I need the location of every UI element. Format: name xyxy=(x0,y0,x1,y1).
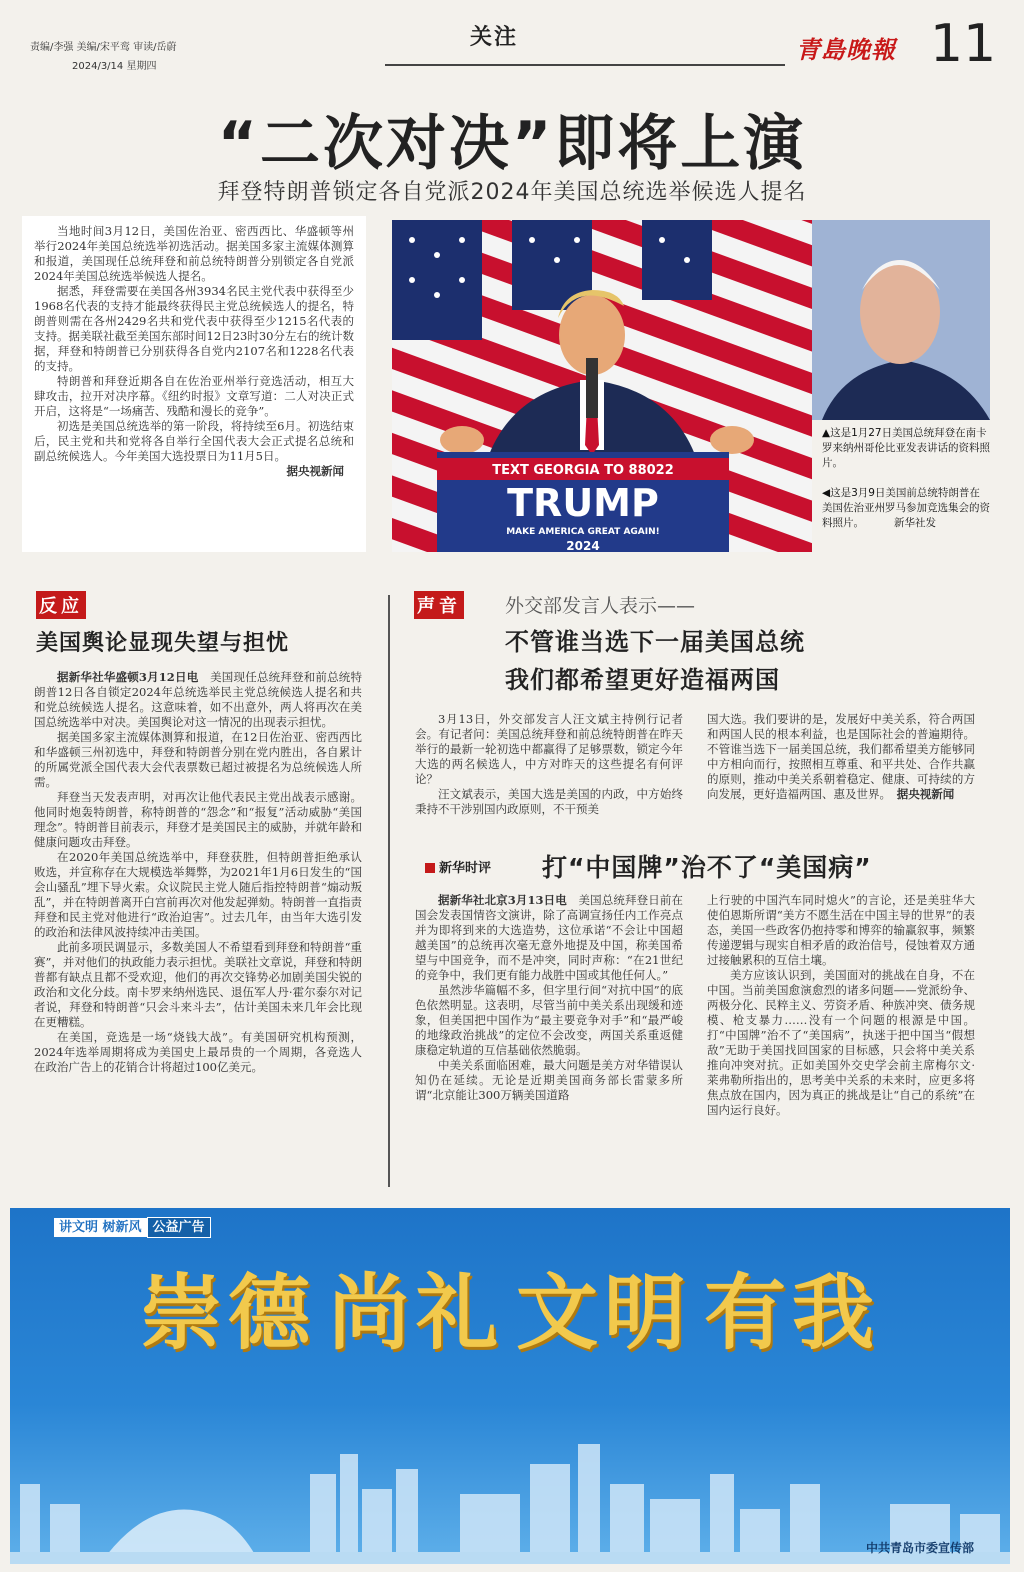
lead-source: 据央视新闻 xyxy=(286,464,344,478)
page-number: 11 xyxy=(930,14,997,74)
column-divider xyxy=(388,595,390,1187)
slogan-part: 有我 xyxy=(704,1265,881,1361)
paragraph-text: 美国总统拜登日前在国会发表国情咨文演讲，除了高调宣扬任内工作亮点并为即将到来的大选造势，这位承诺“不会让中国超越美国”的总统再次毫无意外地提及中国，称美国希望与中国竞争，而不是冲突，同时声称：“在21世纪的竞争中，我们更有能力战胜中国或其他任何人。” xyxy=(415,893,683,982)
ad-slogan xyxy=(10,1248,1010,1365)
editor-credits xyxy=(30,38,176,76)
reaction-headline: 美国舆论显现失望与担忧 xyxy=(36,631,290,656)
podium xyxy=(437,452,729,552)
article-paragraph: 据美国多家主流媒体测算和报道，在12日佐治亚、密西西比和华盛顿三州初选中，拜登和特朗普分别在党内胜出，各自累计的所属党派全国代表大会代表票数已超过被提名为总统候选人所需。 xyxy=(34,730,362,789)
photo-caption-trump xyxy=(822,486,990,531)
voice-column-1 xyxy=(415,712,683,817)
slogan-part: 文明 xyxy=(516,1265,693,1361)
dateline: 据新华社北京3月13日电 xyxy=(438,893,567,907)
reaction-tag-label: 反应 xyxy=(36,591,86,619)
article-paragraph: 拜登当天发表声明，对再次让他代表民主党出战表示感谢。他同时炮轰特朗普，称特朗普的“怨念”和“报复”活动威胁“美国理念”。特朗普目前表示，拜登才是美国民主的威胁，并就年龄和健康问题攻击拜登。 xyxy=(34,790,362,849)
public-service-ad xyxy=(10,1208,1010,1564)
article-paragraph: 虽然涉华篇幅不多，但字里行间“对抗中国”的底色依然明显。这表明，尽管当前中美关系出现缓和迹象，但美国把中国作为“最主要竞争对手”和“最严峻的地缘政治挑战”的定位不会改变，两国关系重返健康稳定轨道的互信基础依然脆弱。 xyxy=(415,983,683,1057)
article-paragraph: 3月13日，外交部发言人汪文斌主持例行记者会。有记者问：美国总统拜登和前总统特朗普在昨天举行的最新一轮初选中都赢得了足够票数，锁定今年大选的两名候选人，中方对昨天的这些提名有何评论？ xyxy=(415,712,683,786)
caption-text: ◀这是3月9日美国前总统特朗普在美国佐治亚州罗马参加竞选集会的资料照片。 xyxy=(822,487,990,529)
paragraph-text: 美国现任总统拜登和前总统特朗普12日各自锁定2024年总统选举民主党总统候选人提名和共和党总统候选人提名。这意味着，如不出意外，两人将再次在美国总统选举中对决。美国舆论对这一情况的出现表示担忧。 xyxy=(34,670,363,729)
lead-body xyxy=(34,224,354,479)
lead-paragraph: 据悉，拜登需要在美国各州3934名民主党代表中获得至少1968名代表的支持才能最终获得民主党总统候选人的提名，特朗普则需在各州2429名共和党代表中获得至少1215名代表的支持。据美联社截至美国东部时间12日23时30分左右的统计数据，拜登和特朗普已分别获得各自党内2107名和1228名代表的支持。 xyxy=(34,284,354,373)
newspaper-logo: 青島晚報 xyxy=(796,35,896,64)
paragraph-text: 国大选。我们要讲的是，发展好中美关系，符合两国和两国人民的根本利益，也是国际社会的普遍期待。不管谁当选下一届美国总统，我们都希望美方能够同中方相向而行，按照相互尊重、和平共处、合作共赢的原则，推动中美关系朝着稳定、健康、可持续的方向发展，更好造福两国、惠及世界。 xyxy=(707,712,975,801)
article-paragraph: 上行驶的中国汽车同时熄火”的言论，还是美驻华大使伯恩斯所谓“美方不愿生活在中国主导的世界”的表态，美国一些政客仍抱持零和博弈的输赢叙事，频繁传递逻辑与现实自相矛盾的政治信号，侵蚀着双方通过接触累积的互信土壤。 xyxy=(707,893,975,967)
slogan-part: 尚礼 xyxy=(327,1265,504,1361)
article-paragraph xyxy=(707,712,975,802)
main-headline: “二次对决”即将上演 xyxy=(217,109,807,179)
slogan-part: 崇德 xyxy=(139,1265,316,1361)
inset-portrait xyxy=(812,220,990,420)
ad-credit: 中共青岛市委宣传部 xyxy=(865,1541,974,1555)
voice-source: 据央视新闻 xyxy=(896,787,955,801)
commentary-column-2 xyxy=(707,893,975,1118)
article-paragraph: 中美关系面临困难，最大问题是美方对华错误认知仍在延续。无论是近期美国商务部长雷蒙多所谓“北京能让300万辆美国道路 xyxy=(415,1058,683,1102)
article-paragraph xyxy=(34,670,362,730)
editors-line: 责编/李强 美编/宋平鸾 审读/岳蔚 xyxy=(30,42,177,53)
podium-year: 2024 xyxy=(566,539,600,552)
voice-tag-label: 声音 xyxy=(414,591,464,619)
voice-kicker: 外交部发言人表示—— xyxy=(505,595,696,617)
lead-article xyxy=(22,216,366,552)
article-paragraph: 在2020年美国总统选举中，拜登获胜，但特朗普拒绝承认败选，并宣称存在大规模选举舞弊，为2021年1月6日发生的“国会山骚乱”埋下导火索。众议院民主党人随后指控特朗普“煽动叛乱”，并在特朗普离开白宫前再次对他发起弹劾。特朗普一直指责拜登和民主党对他进行“政治迫害”。过去几年，由当年大选引发的政治和法律风波持续冲击美国。 xyxy=(34,850,362,939)
commentary-headline: 打“中国牌”治不了“美国病” xyxy=(542,853,872,882)
article-paragraph xyxy=(415,893,683,983)
issue-date: 2024/3/14 星期四 xyxy=(72,61,157,72)
commentary-tag xyxy=(425,857,491,876)
article-paragraph: 此前多项民调显示，多数美国人不希望看到拜登和特朗普“重赛”，并对他们的执政能力表示担忧。美联社文章说，拜登和特朗普都有缺点且都不受欢迎，他们的再次交锋势必加剧美国尖锐的政治和文化分歧。南卡罗来纳州选民、退伍军人丹·霍尔泰尔对记者说，拜登和特朗普“只会斗来斗去”，估计美国未来几年会比现在更糟糕。 xyxy=(34,940,362,1029)
header-rule xyxy=(385,64,785,66)
ad-label-type: 公益广告 xyxy=(147,1217,211,1238)
ad-label-slogan: 讲文明 树新风 xyxy=(54,1218,147,1237)
red-square-icon xyxy=(425,863,435,873)
commentary-tag-label: 新华时评 xyxy=(439,861,492,876)
reaction-article xyxy=(34,670,362,1075)
commentary-column-1 xyxy=(415,893,683,1103)
lead-paragraph: 初选是美国总统选举的第一阶段，将持续至6月。初选结束后，民主党和共和党将各自举行全国代表大会正式提名总统和副总统候选人。今年美国大选投票日为11月5日。 xyxy=(34,419,354,463)
article-paragraph: 汪文斌表示，美国大选是美国的内政，中方始终秉持不干涉别国内政原则，不干预美 xyxy=(415,787,683,816)
podium-text-line: TEXT GEORGIA TO 88022 xyxy=(492,463,674,478)
article-paragraph: 在美国，竞选是一场“烧钱大战”。有美国研究机构预测，2024年选举周期将成为美国史上最昂贵的一个周期，各竞选人在政治广告上的花销合计将超过100亿美元。 xyxy=(34,1030,362,1074)
ad-label xyxy=(54,1216,211,1235)
voice-tag xyxy=(414,591,464,619)
main-subheadline: 拜登特朗普锁定各自党派2024年美国总统选举候选人提名 xyxy=(217,180,807,205)
podium-slogan: MAKE AMERICA GREAT AGAIN! xyxy=(506,527,660,537)
dateline: 据新华社华盛顿3月12日电 xyxy=(57,670,199,684)
podium-name: TRUMP xyxy=(507,481,659,525)
caption-source: 新华社发 xyxy=(894,517,936,529)
article-paragraph: 美方应该认识到，美国面对的挑战在自身，不在中国。当前美国愈演愈烈的诸多问题——党派纷争、两极分化、民粹主义、劳资矛盾、种族冲突、债务规模、枪支暴力……没有一个问题的根源是中国。打“中国牌”治不了“美国病”，执迷于把中国当“假想敌”无助于美国找回国家的目标感，只会将中美关系推向冲突对抗。正如美国外交史学会前主席梅尔文·莱弗勒所指出的，思考美中关系的未来时，应更多将焦点放在国内，因为真正的挑战是让“自己的系统”在国内运行良好。 xyxy=(707,968,975,1117)
section-title: 关注 xyxy=(470,25,519,50)
voice-column-2 xyxy=(707,712,975,802)
reaction-tag xyxy=(36,591,86,619)
voice-headline-line2: 我们都希望更好造福两国 xyxy=(505,666,780,694)
city-skyline-illustration xyxy=(10,1414,1010,1564)
page-header xyxy=(0,0,1024,82)
voice-headline-line1: 不管谁当选下一届美国总统 xyxy=(505,628,805,656)
lead-paragraph: 特朗普和拜登近期各自在佐治亚州举行竞选活动，相互大肆攻击，拉开对决序幕。《纽约时报》文章写道：二人对决正式开启，这将是“一场痛苦、残酷和漫长的竞争”。 xyxy=(34,374,354,418)
caption-text: ▲这是1月27日美国总统拜登在南卡罗来纳州哥伦比亚发表讲话的资料照片。 xyxy=(822,427,990,469)
lead-paragraph: 当地时间3月12日，美国佐治亚、密西西比、华盛顿等州举行2024年美国总统选举初选活动。据美国多家主流媒体测算和报道，美国现任总统拜登和前总统特朗普分别锁定各自党派2024年美国总统选举候选人提名。 xyxy=(34,224,354,283)
photo-caption-biden xyxy=(822,426,990,471)
